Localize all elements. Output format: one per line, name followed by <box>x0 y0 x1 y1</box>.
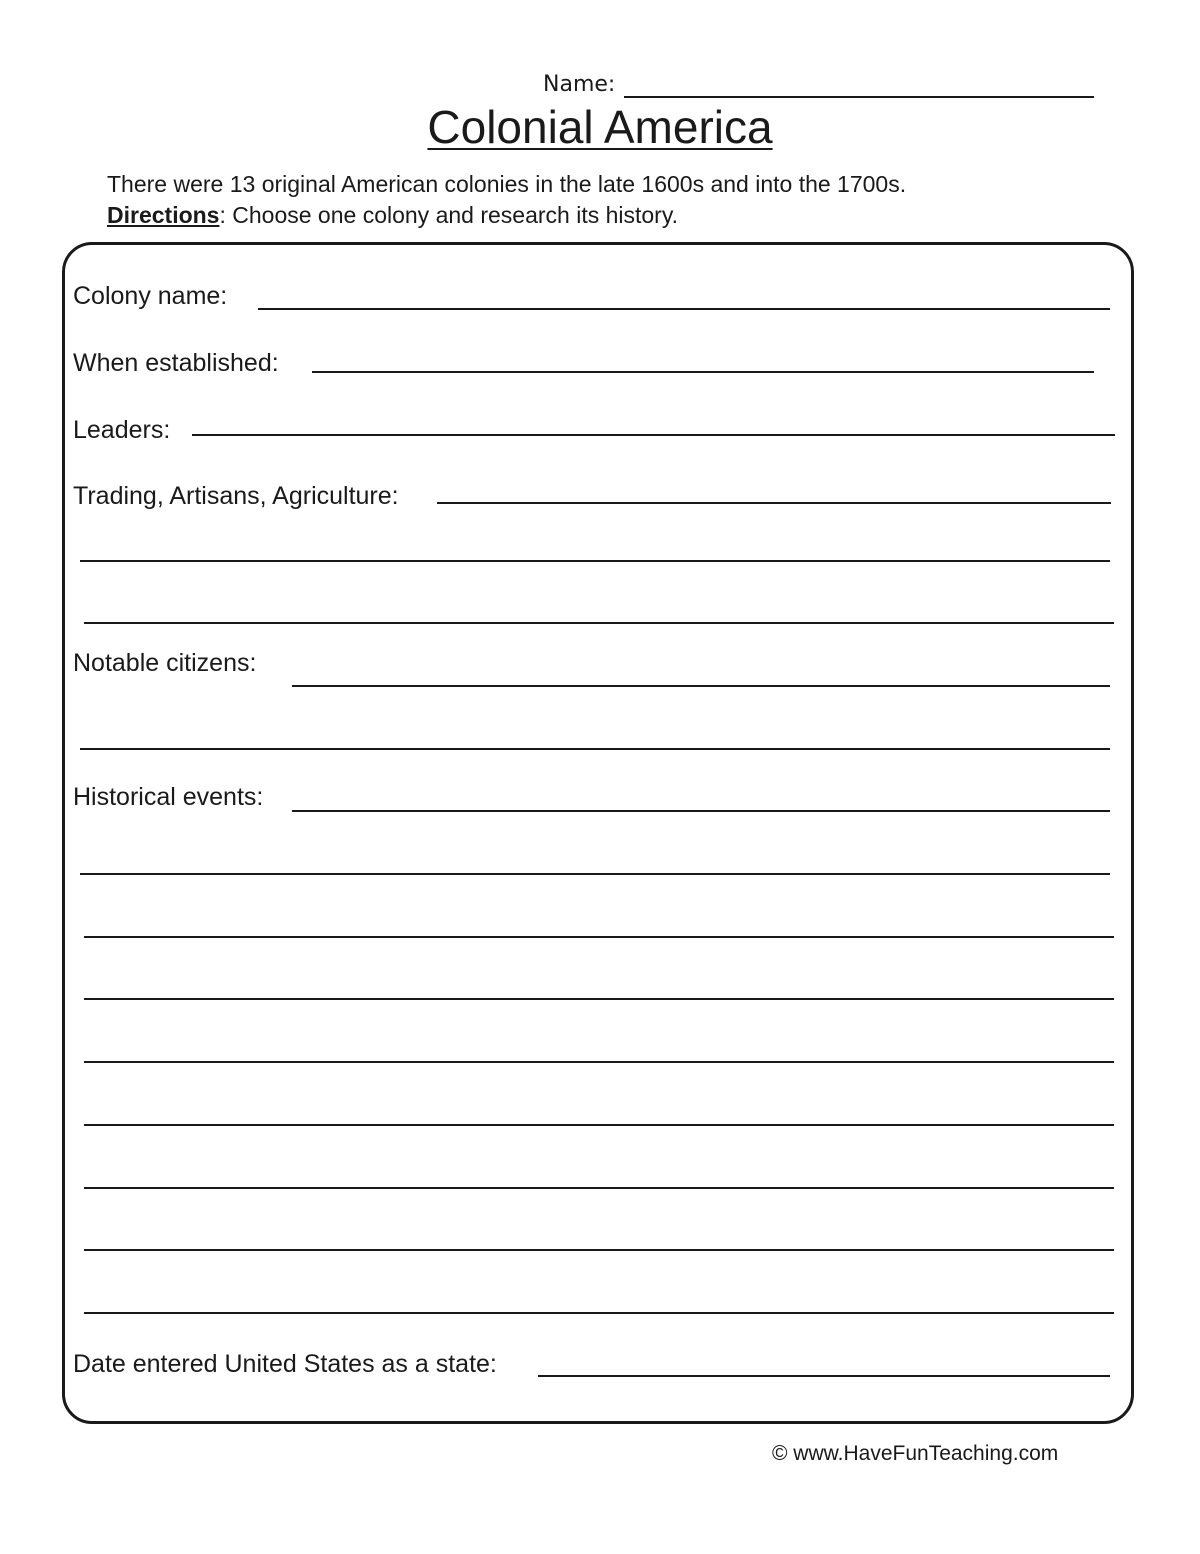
when-established-line[interactable] <box>312 371 1094 373</box>
notable-citizens-label: Notable citizens: <box>73 649 257 677</box>
name-field-line[interactable] <box>624 96 1094 98</box>
when-established-label: When established: <box>73 349 279 377</box>
historical-events-line-1[interactable] <box>292 810 1110 812</box>
historical-events-line-8[interactable] <box>84 1249 1114 1251</box>
directions-text: : Choose one colony and research its history. <box>219 202 679 228</box>
colony-name-label: Colony name: <box>73 282 228 310</box>
historical-events-line-6[interactable] <box>84 1124 1114 1126</box>
intro-text: There were 13 original American colonies in the late 1600s and into the 1700s. <box>107 171 907 197</box>
trading-line-1[interactable] <box>437 502 1111 504</box>
notable-citizens-line-1[interactable] <box>292 685 1110 687</box>
date-entered-line[interactable] <box>538 1375 1110 1377</box>
date-entered-label: Date entered United States as a state: <box>73 1350 497 1378</box>
historical-events-line-4[interactable] <box>84 998 1114 1000</box>
page-title: Colonial America <box>427 101 773 153</box>
intro-block <box>107 169 906 231</box>
trading-line-3[interactable] <box>84 622 1114 624</box>
directions-label: Directions <box>107 202 220 228</box>
historical-events-label: Historical events: <box>73 783 264 811</box>
leaders-label: Leaders: <box>73 416 171 444</box>
colony-name-line[interactable] <box>258 308 1110 310</box>
trading-label: Trading, Artisans, Agriculture: <box>73 482 399 510</box>
historical-events-line-9[interactable] <box>84 1312 1114 1314</box>
leaders-line[interactable] <box>192 434 1115 436</box>
copyright-footer: © www.HaveFunTeaching.com <box>772 1442 1059 1465</box>
research-form-box <box>62 242 1134 1424</box>
trading-line-2[interactable] <box>80 560 1110 562</box>
historical-events-line-2[interactable] <box>80 873 1110 875</box>
name-label: Name: <box>543 72 616 97</box>
historical-events-line-7[interactable] <box>84 1187 1114 1189</box>
directions-line <box>107 200 906 231</box>
historical-events-line-5[interactable] <box>84 1061 1114 1063</box>
historical-events-line-3[interactable] <box>84 936 1114 938</box>
notable-citizens-line-2[interactable] <box>80 748 1110 750</box>
